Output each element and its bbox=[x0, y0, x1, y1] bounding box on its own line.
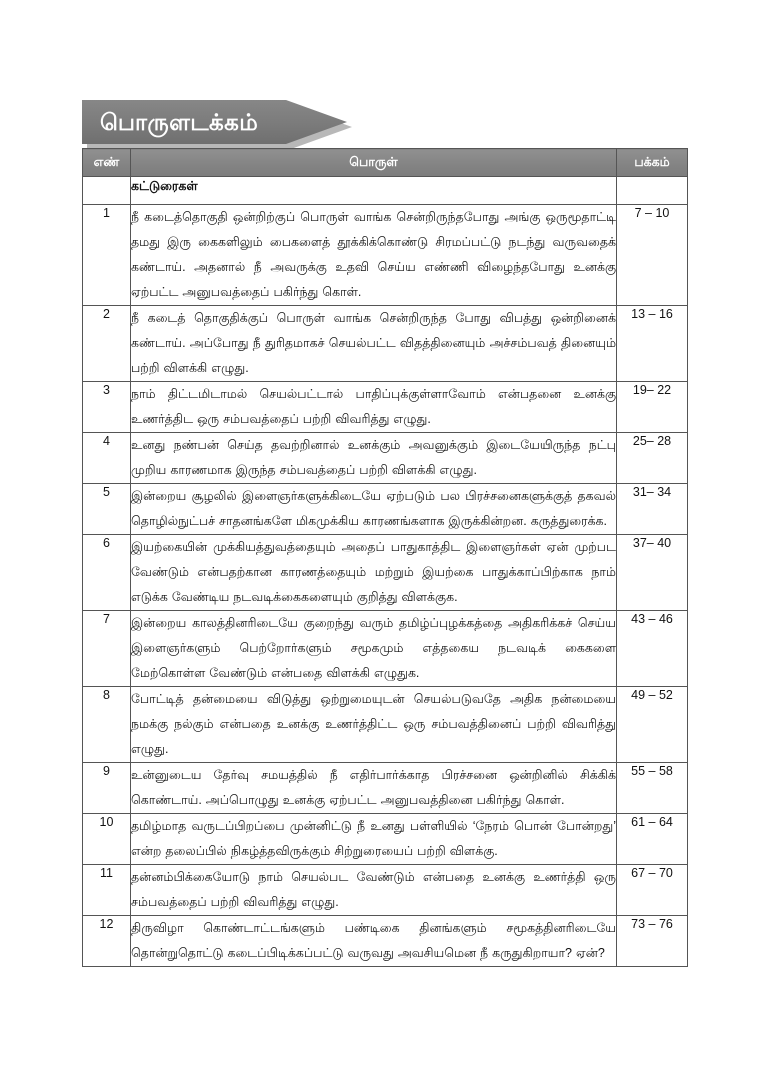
table-row bbox=[83, 535, 688, 611]
table-row bbox=[83, 814, 688, 865]
row-content: போட்டித் தன்மையை விடுத்து ஒற்றுமையுடன் செயல்படுவதே அதிக நன்மையை நமக்கு நல்கும் என்பதை உனக்கு உணர்த்திட்ட ஒரு சம்பவத்தினைப் பற்றி விவரித்து எழுது. bbox=[131, 687, 617, 763]
row-number: 9 bbox=[83, 763, 131, 814]
table-of-contents bbox=[82, 148, 688, 967]
row-number: 8 bbox=[83, 687, 131, 763]
row-content: உன்னுடைய தேர்வு சமயத்தில் நீ எதிர்பார்க்காத பிரச்சனை ஒன்றினில் சிக்கிக் கொண்டாய். அப்பொழுது உனக்கு ஏற்பட்ட அனுபவத்தினை பகிர்ந்து கொள். bbox=[131, 763, 617, 814]
row-page: 37– 40 bbox=[617, 535, 688, 611]
table-row bbox=[83, 763, 688, 814]
table-row bbox=[83, 382, 688, 433]
row-page: 25– 28 bbox=[617, 433, 688, 484]
row-content: இயற்கையின் முக்கியத்துவத்தையும் அதைப் பாதுகாத்திட இளைஞர்கள் ஏன் முற்பட வேண்டும் என்பதற்கான காரணத்தையும் மற்றும் இயற்கை பாதுக்காப்பிற்காக நாம் எடுக்க வேண்டிய நடவடிக்கைகளையும் குறித்து விளக்குக. bbox=[131, 535, 617, 611]
row-page: 19– 22 bbox=[617, 382, 688, 433]
table-row bbox=[83, 433, 688, 484]
row-number: 1 bbox=[83, 205, 131, 306]
row-page: 55 – 58 bbox=[617, 763, 688, 814]
row-content: நீ கடைத்தொகுதி ஒன்றிற்குப் பொருள் வாங்க சென்றிருந்தபோது அங்கு ஒருமூதாட்டி தமது இரு கைகளிலும் பைகளைத் தூக்கிக்கொண்டு சிரமப்பட்டு நடந்து வருவதைக் கண்டாய். அதனால் நீ அவருக்கு உதவி செய்ய எண்ணி விழைந்தபோது உனக்கு ஏற்பட்ட அனுபவத்தைப் பகிர்ந்து கொள். bbox=[131, 205, 617, 306]
row-number: 12 bbox=[83, 916, 131, 967]
row-number: 3 bbox=[83, 382, 131, 433]
row-content: இன்றைய காலத்தினரிடையே குறைந்து வரும் தமிழ்ப்புழக்கத்தை அதிகரிக்கச் செய்ய இளைஞர்களும் பெற்றோர்களும் சமூகமும் எத்தகைய நடவடிக் கைகளை மேற்கொள்ள வேண்டும் என்பதை விளக்கி எழுதுக. bbox=[131, 611, 617, 687]
row-content: திருவிழா கொண்டாட்டங்களும் பண்டிகை தினங்களும் சமூகத்தினரிடையே தொன்றுதொட்டு கடைப்பிடிக்கப்பட்டு வருவது அவசியமென நீ கருதுகிறாயா? ஏன்? bbox=[131, 916, 617, 967]
table-row bbox=[83, 611, 688, 687]
row-number: 11 bbox=[83, 865, 131, 916]
table-body bbox=[83, 177, 688, 967]
row-page: 73 – 76 bbox=[617, 916, 688, 967]
table-row bbox=[83, 484, 688, 535]
row-number: 7 bbox=[83, 611, 131, 687]
section-header-row bbox=[83, 177, 688, 205]
column-header-number: எண் bbox=[83, 149, 131, 177]
table-row bbox=[83, 687, 688, 763]
toc-banner bbox=[82, 100, 352, 146]
row-page: 49 – 52 bbox=[617, 687, 688, 763]
column-header-content: பொருள் bbox=[131, 149, 617, 177]
table-row bbox=[83, 865, 688, 916]
row-content: உனது நண்பன் செய்த தவற்றினால் உனக்கும் அவனுக்கும் இடையேயிருந்த நட்பு முறிய காரணமாக இருந்த சம்பவத்தைப் பற்றி விளக்கி எழுது. bbox=[131, 433, 617, 484]
row-number: 6 bbox=[83, 535, 131, 611]
column-header-page: பக்கம் bbox=[617, 149, 688, 177]
table-header-row bbox=[83, 149, 688, 177]
row-page: 7 – 10 bbox=[617, 205, 688, 306]
row-content: தன்னம்பிக்கையோடு நாம் செயல்பட வேண்டும் என்பதை உனக்கு உணர்த்தி ஒரு சம்பவத்தைப் பற்றி விவரித்து எழுது. bbox=[131, 865, 617, 916]
section-page-cell bbox=[617, 177, 688, 205]
section-number-cell bbox=[83, 177, 131, 205]
row-content: இன்றைய சூழலில் இளைஞர்களுக்கிடையே ஏற்படும் பல பிரச்சனைகளுக்குத் தகவல் தொழில்நுட்பச் சாதனங்களே மிகமுக்கிய காரணங்களாக இருக்கின்றன. கருத்துரைக்க. bbox=[131, 484, 617, 535]
row-number: 5 bbox=[83, 484, 131, 535]
row-page: 67 – 70 bbox=[617, 865, 688, 916]
row-content: நாம் திட்டமிடாமல் செயல்பட்டால் பாதிப்புக்குள்ளாவோம் என்பதனை உனக்கு உணர்த்திட ஒரு சம்பவத்தைப் பற்றி விவரித்து எழுது. bbox=[131, 382, 617, 433]
row-content: நீ கடைத் தொகுதிக்குப் பொருள் வாங்க சென்றிருந்த போது விபத்து ஒன்றினைக் கண்டாய். அப்போது நீ துரிதமாகச் செயல்பட்ட விதத்தினையும் அச்சம்பவத் தினையும் பற்றி விளக்கி எழுது. bbox=[131, 306, 617, 382]
table-header bbox=[83, 149, 688, 177]
row-page: 43 – 46 bbox=[617, 611, 688, 687]
page-title: பொருளடக்கம் bbox=[100, 109, 259, 135]
table-row bbox=[83, 205, 688, 306]
row-content: தமிழ்மாத வருடப்பிறப்பை முன்னிட்டு நீ உனது பள்ளியில் ‘நேரம் பொன் போன்றது’ என்ற தலைப்பில் நிகழ்த்தவிருக்கும் சிற்றுரையைப் பற்றி விளக்கு. bbox=[131, 814, 617, 865]
row-page: 31– 34 bbox=[617, 484, 688, 535]
section-label: கட்டுரைகள் bbox=[131, 177, 617, 205]
row-number: 4 bbox=[83, 433, 131, 484]
row-page: 13 – 16 bbox=[617, 306, 688, 382]
table-row bbox=[83, 306, 688, 382]
table-row bbox=[83, 916, 688, 967]
row-number: 10 bbox=[83, 814, 131, 865]
row-number: 2 bbox=[83, 306, 131, 382]
row-page: 61 – 64 bbox=[617, 814, 688, 865]
